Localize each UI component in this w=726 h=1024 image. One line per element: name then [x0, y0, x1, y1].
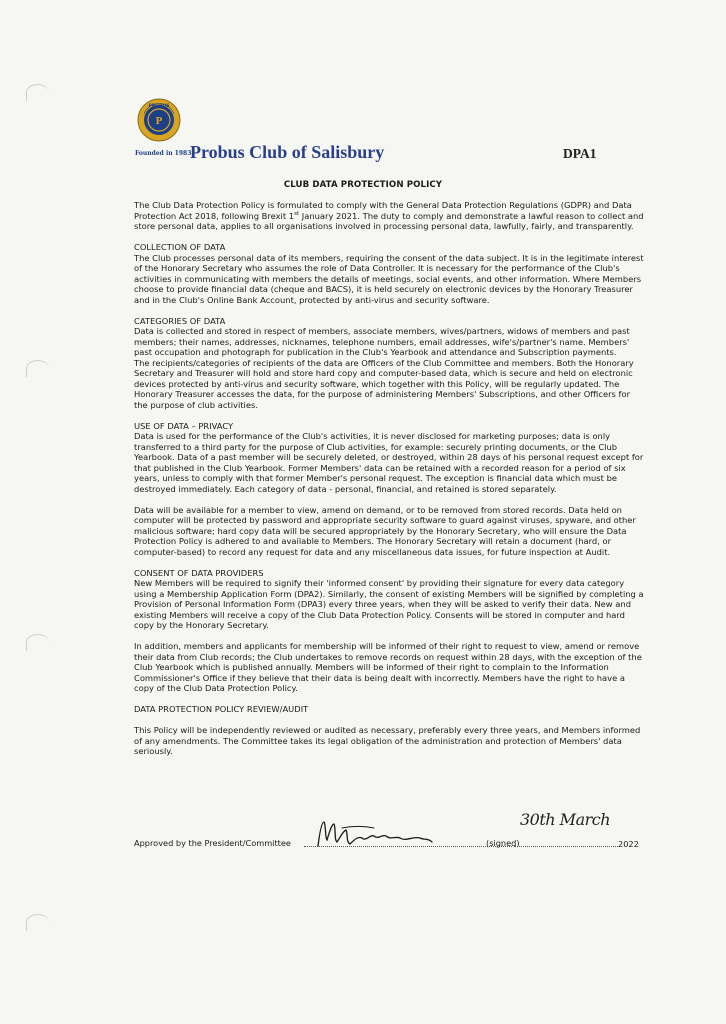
section-heading-collection: COLLECTION OF DATA: [134, 242, 226, 252]
club-name: Probus Club of Salisbury: [190, 142, 385, 162]
document-reference: DPA1: [563, 146, 597, 161]
signed-label: (signed): [486, 838, 520, 848]
punch-hole-mark: [26, 634, 49, 651]
approval-year: 2022: [618, 839, 639, 849]
use-paragraph-1: Data is used for the performance of the Club's activities, it is never disclosed for marketing purposes; data is only transferred to a third party for the purpose of Club activities, for example: securely printing documents, or the Club Yearbook. Data of a past member will be securely deleted, or destroyed, within 28 days of his personal request except for that published in the Club Yearbook. Former Members' data can be retained with a recorded reason for a period of six years, unless to comply with that former Member's personal request. The exception is financial data which must be destroyed immediately. Each category of data - personal, financial, and retained is stored separately.: [134, 431, 644, 494]
punch-hole-mark: [26, 84, 49, 101]
categories-paragraph-1: Data is collected and stored in respect of members, associate members, wives/partners, widows of members and past members; their names, addresses, nicknames, telephone numbers, email addresses, wife's/partner's name. Members' past occupation and photograph for publication in the Club's Yearbook and attendance and Subscription payments.: [134, 326, 630, 357]
founded-note: Founded in 1983: [135, 150, 192, 157]
consent-paragraph-2: In addition, members and applicants for membership will be informed of their right to request to view, amend or remove their data from Club records; the Club undertakes to remove records on request within 28 days, with the exception of the Club Yearbook which is published annually. Members will be informed of their right to complain to the Information Commissioner's Office if they believe that their data is being dealt with incorrectly. Members have the right to have a copy of the Club Data Protection Policy.: [134, 641, 642, 693]
punch-hole-mark: [26, 360, 49, 377]
collection-paragraph: The Club processes personal data of its members, requiring the consent of the data subject. It is in the legitimate interest of the Honorary Secretary who assumes the role of Data Controller. It is necessary for the performance of the Club's activities in communicating with members the details of meetings, social events, and other information. Where Members choose to provide financial data (cheque and BACS), it is held securely on electronic devices by the Honorary Treasurer and in the Club's Online Bank Account, protected by anti-virus and security software.: [134, 252, 644, 305]
punch-hole-mark: [26, 914, 49, 931]
use-paragraph-2: Data will be available for a member to view, amend on demand, or to be removed from stored records. Data held on computer will be protected by password and appropriate security software to guard against viruses, spyware, and other malicious software; hard copy data will be secured appropriately by the Honorary Secretary, who will ensure the Data Protection Policy is adhered to and available to Members. The Honorary Secretary will retain a document (hard, or computer-based) to record any request for data and any miscellaneous data issues, for future inspection at Audit.: [134, 504, 636, 557]
section-heading-review: DATA PROTECTION POLICY REVIEW/AUDIT: [134, 704, 309, 714]
consent-paragraph-1: New Members will be required to signify their 'informed consent' by providing their signature for every data category using a Membership Application Form (DPA2). Similarly, the consent of existing Members will be signified by completing a Provision of Personal Information Form (DPA3) every three years, when they will be asked to verify their data. New and existing Members will receive a copy of the Club Data Protection Policy. Consents will be stored in computer and hard copy by the Honorary Secretary.: [134, 578, 644, 630]
policy-body: [134, 200, 644, 757]
review-paragraph: This Policy will be independently reviewed or audited as necessary, preferably every three years, and Members informed of any amendments. The Committee takes its legal obligation of the administration and protection of Members' data seriously.: [134, 725, 641, 756]
section-heading-use: USE OF DATA – PRIVACY: [134, 420, 234, 431]
section-heading-categories: CATEGORIES OF DATA: [134, 315, 226, 326]
handwritten-signature: [312, 816, 436, 850]
handwritten-date: 30th March: [520, 810, 611, 829]
intro-paragraph: The Club Data Protection Policy is formulated to comply with the General Data Protection Regulations (GDPR) and Data Protection Act 2018, following Brexit 1st January 2021. The duty to comply and demonstrate a lawful reason to collect and store personal data, applies to all organisations involved in processing personal data, lawfully, fairly, and transparently.: [134, 200, 644, 231]
letterhead: [135, 96, 655, 166]
document-title: CLUB DATA PROTECTION POLICY: [283, 180, 443, 190]
svg-text:P: P: [155, 115, 163, 127]
svg-text:PROBUS: PROBUS: [148, 104, 170, 109]
categories-paragraph-2: The recipients/categories of recipients of the data are Officers of the Club Committee and members. Both the Honorary Secretary and Treasurer will hold and store hard copy and computer-based data, which is secure and held on electronic devices protected by anti-virus and security software, which together with this Policy, will be regularly updated. The Honorary Treasurer accesses the data, for the purpose of administering Members' Subscriptions, and other Officers for the purpose of club activities.: [134, 357, 634, 410]
approval-line: [134, 810, 654, 858]
section-heading-consent: CONSENT OF DATA PROVIDERS: [134, 567, 264, 578]
probus-logo-icon: [137, 98, 181, 142]
approval-label: Approved by the President/Committee: [134, 838, 291, 848]
date-line: [514, 846, 618, 847]
